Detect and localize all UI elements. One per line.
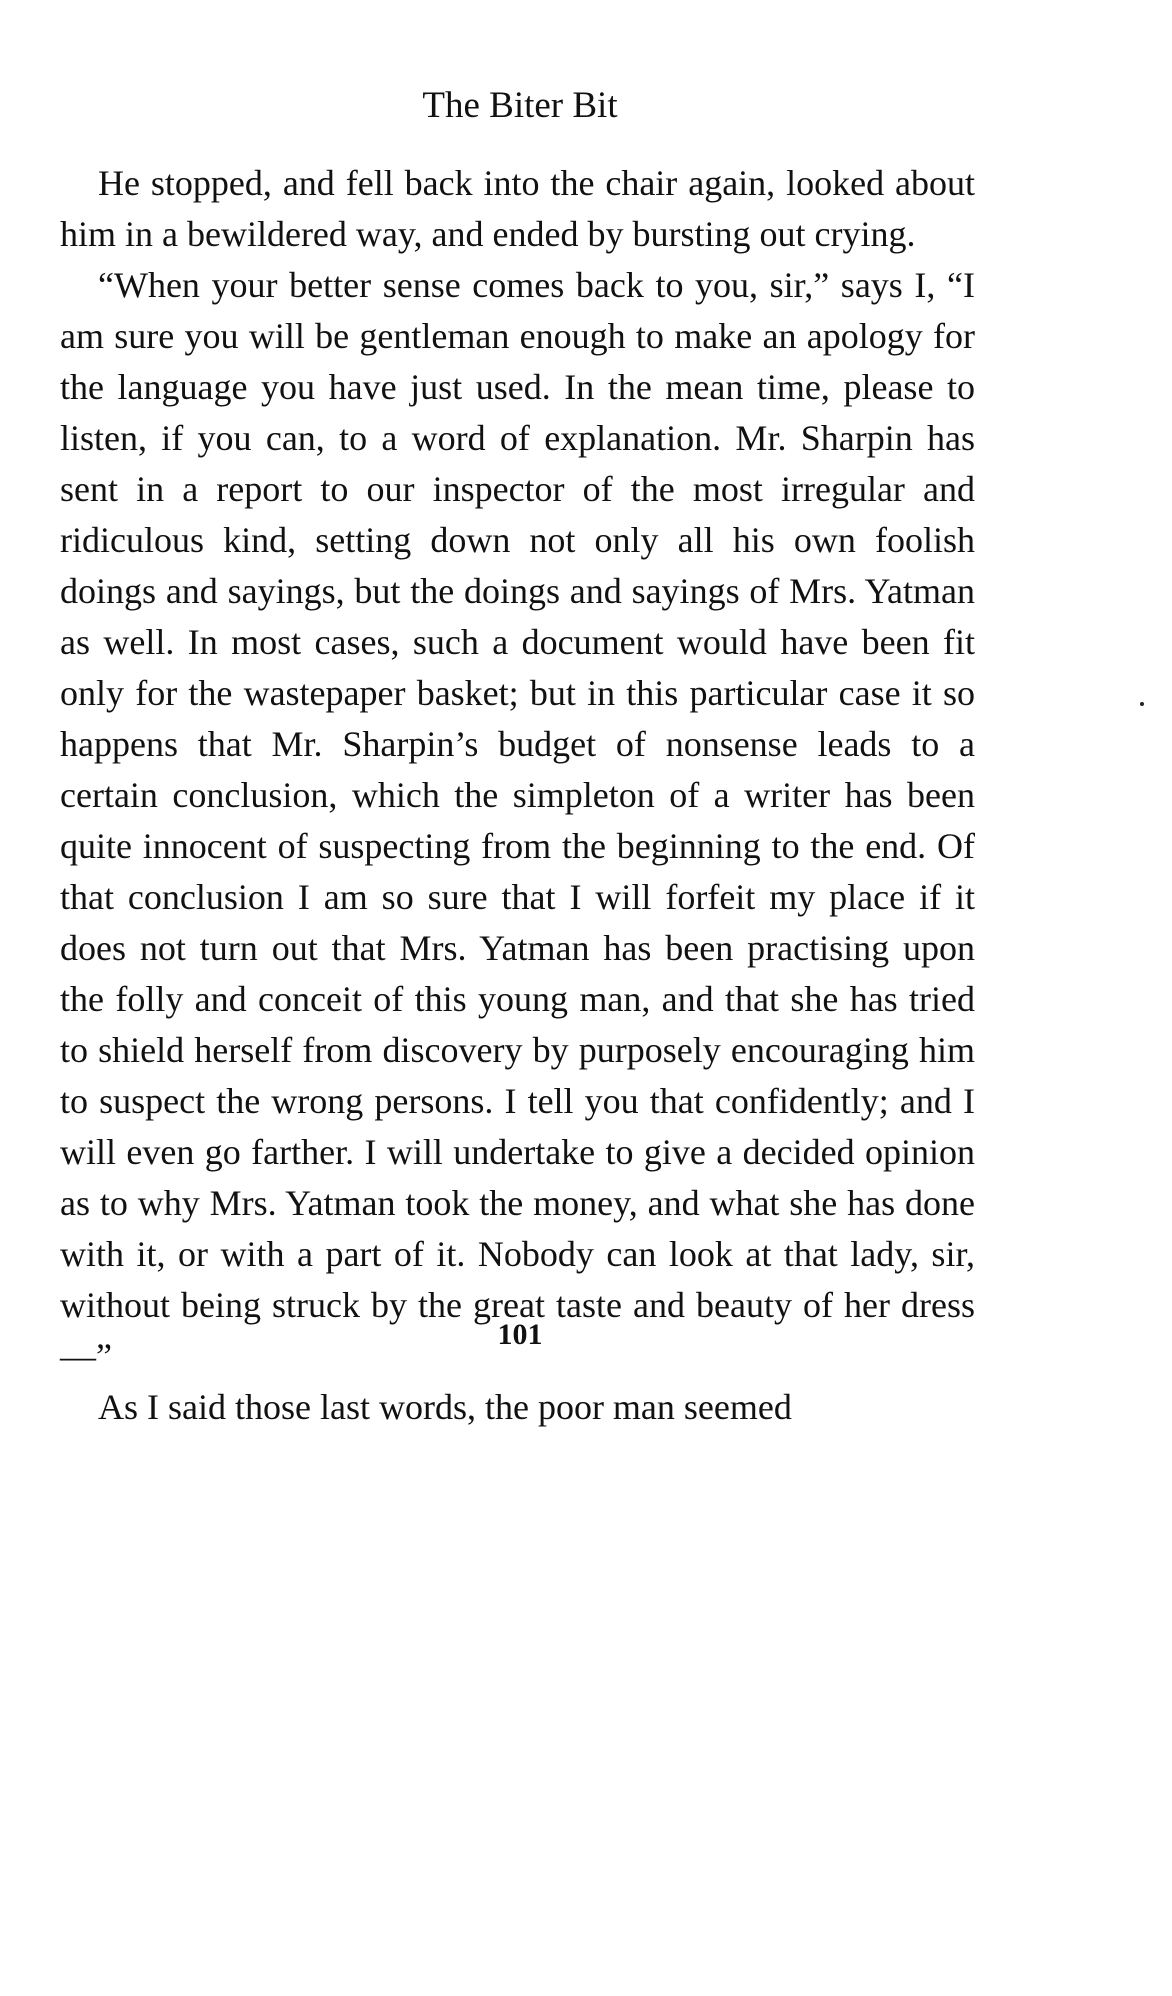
page-number: 101 (497, 1318, 543, 1351)
paragraph-3: As I said those last words, the poor man seemed (98, 1387, 792, 1427)
body-text (60, 158, 975, 1433)
paragraph-2: “When your better sense comes back to you, sir,” says I, “I am sure you will be gentleman enough to make an apology for the language you have just used. In the mean time, please to listen, if you can, to a word of explanation. Mr. Sharpin has sent in a report to our inspector of the most irregular and ridiculous kind, setting down not only all his own foolish doings and sayings, but the doings and sayings of Mrs. Yatman as well. In most cases, such a document would have been fit only for the wastepaper basket; but in this particular case it so happens that Mr. Sharpin’s budget of nonsense leads to a certain conclusion, which the simpleton of a writer has been quite innocent of suspecting from the beginning to the end. Of that conclusion I am so sure that I will forfeit my place if it does not turn out that Mrs. Yatman has been practising upon the folly and conceit of this young man, and that she has tried to shield herself from discovery by purposely encouraging him to suspect the wrong persons. I tell you that confidently; and I will even go farther. I will undertake to give a decided opinion as to why Mrs. Yatman took the money, and what she has done with it, or with a part of it. Nobody can look at that lady, sir, without being struck by the great taste and beauty of her dress—” (60, 265, 975, 1376)
print-speck (1140, 702, 1144, 706)
running-head-title: The Biter Bit (422, 85, 618, 126)
paragraph-1: He stopped, and fell back into the chair again, looked about him in a bewildered way, and ended by bursting out crying. (60, 163, 975, 254)
